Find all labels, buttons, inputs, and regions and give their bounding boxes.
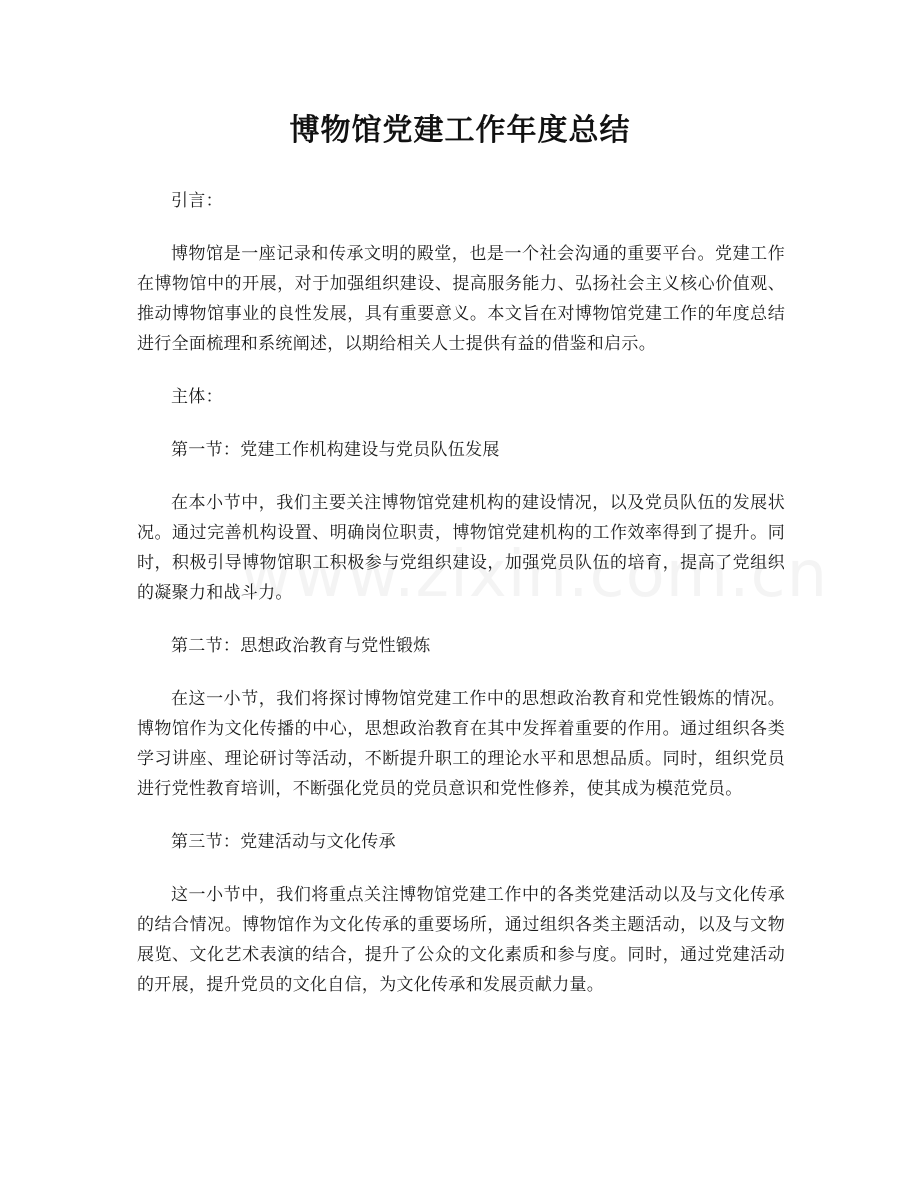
section-3-paragraph: 这一小节中，我们将重点关注博物馆党建工作中的各类党建活动以及与文化传承的结合情况。博物馆作为文化传承的重要场所，通过组织各类主题活动，以及与文物展览、文化艺术表演的结合，提升了公众的文化素质和参与度。同时，通过党建活动的开展，提升党员的文化自信，为文化传承和发展贡献力量。 — [137, 885, 785, 995]
section-1-paragraph: 在本小节中，我们主要关注博物馆党建机构的建设情况，以及党员队伍的发展状况。通过完善机构设置、明确岗位职责，博物馆党建机构的工作效率得到了提升。同时，积极引导博物馆职工积极参与党组织建设，加强党员队伍的培育，提高了党组织的凝聚力和战斗力。 — [137, 493, 785, 603]
intro-paragraph: 博物馆是一座记录和传承文明的殿堂，也是一个社会沟通的重要平台。党建工作在博物馆中的开展，对于加强组织建设、提高服务能力、弘扬社会主义核心价值观、推动博物馆事业的良性发展，具有重要意义。本文旨在对博物馆党建工作的年度总结进行全面梳理和系统阐述，以期给相关人士提供有益的借鉴和启示。 — [137, 244, 785, 354]
section-3-heading: 第三节：党建活动与文化传承 — [171, 832, 396, 852]
section-2-paragraph: 在这一小节，我们将探讨博物馆党建工作中的思想政治教育和党性锻炼的情况。博物馆作为文化传播的中心，思想政治教育在其中发挥着重要的作用。通过组织各类学习讲座、理论研讨等活动，不断提升职工的理论水平和思想品质。同时，组织党员进行党性教育培训，不断强化党员的党员意识和党性修养，使其成为模范党员。 — [137, 689, 785, 799]
section-1-heading: 第一节：党建工作机构建设与党员队伍发展 — [171, 440, 500, 460]
section-2-heading: 第二节：思想政治教育与党性锻炼 — [171, 636, 431, 656]
document-body — [137, 186, 785, 1023]
intro-label: 引言： — [171, 191, 223, 211]
page-title: 博物馆党建工作年度总结 — [289, 113, 631, 148]
body-label: 主体： — [171, 387, 223, 407]
